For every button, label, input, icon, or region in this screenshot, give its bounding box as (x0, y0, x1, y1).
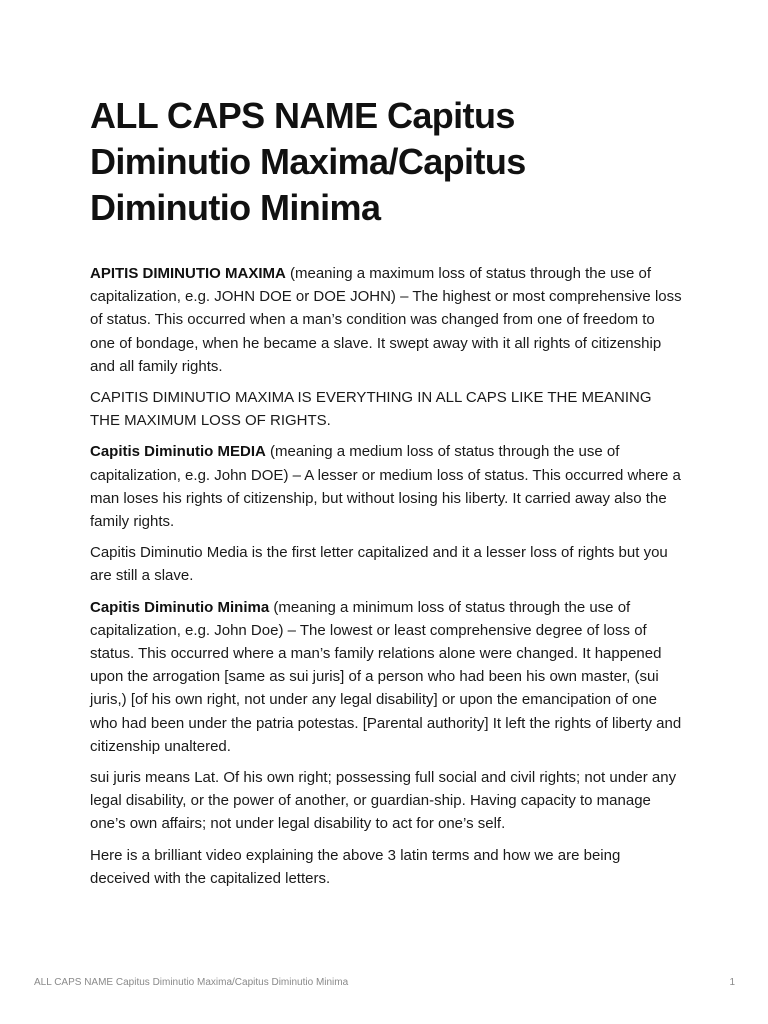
paragraph-media-note (90, 541, 682, 587)
footer-running-title: ALL CAPS NAME Capitus Diminutio Maxima/Capitus Diminutio Minima (34, 977, 349, 988)
paragraph-video-note (90, 844, 682, 890)
paragraph-text: (meaning a medium loss of status through the use of capitalization, e.g. John DOE) – A lesser or medium loss of status. This occurred where a man loses his rights of citizenship, but without losing his liberty. It carried away also the family rights. (90, 443, 681, 531)
paragraph-text: Here is a brilliant video explaining the above 3 latin terms and how we are being deceived with the capitalized letters. (90, 846, 621, 887)
document-body (90, 93, 682, 898)
paragraph-capitis-maxima (90, 262, 682, 378)
paragraph-capitis-minima (90, 596, 682, 758)
term-media: Capitis Diminutio MEDIA (90, 443, 266, 461)
paragraph-text: sui juris means Lat. Of his own right; possessing full social and civil rights; not under any legal disability, or the power of another, or guardian-ship. Having capacity to manage one’s own affairs; not under legal disability to act for one’s self. (90, 769, 677, 833)
paragraph-capitis-media (90, 440, 682, 533)
term-minima: Capitis Diminutio Minima (90, 598, 270, 616)
term-maxima: APITIS DIMINUTIO MAXIMA (90, 265, 286, 282)
paragraph-text: Capitis Diminutio Media is the first letter capitalized and it a lesser loss of rights but you are still a slave. (90, 544, 668, 585)
paragraph-text: (meaning a minimum loss of status through the use of capitalization, e.g. John Doe) – The lowest or least comprehensive degree of loss of status. This occurred where a man’s family relations alone were changed. It happened upon the arrogation [same as sui juris] of a person who had been his own master, (sui juris,) [of his own right, not under any legal disability] or upon the emancipation of one who had been under the patria potestas. [Parental authority] It left the rights of liberty and citizenship unaltered. (90, 598, 682, 755)
paragraph-sui-juris (90, 766, 682, 836)
page-number: 1 (729, 977, 735, 988)
paragraph-text: (meaning a maximum loss of status through the use of capitalization, e.g. JOHN DOE or DOE JOHN) – The highest or most comprehensive loss of status. This occurred when a man’s condition was changed from one of freedom to one of bondage, when he became a slave. It swept away with it all rights of citizenship and all family rights. (90, 265, 682, 375)
paragraph-text: CAPITIS DIMINUTIO MAXIMA IS EVERYTHING IN ALL CAPS LIKE THE MEANING THE MAXIMUM LOSS OF RIGHTS. (90, 389, 652, 430)
document-title: ALL CAPS NAME Capitus Diminutio Maxima/Capitus Diminutio Minima (90, 95, 526, 228)
paragraph-maxima-note (90, 386, 682, 432)
